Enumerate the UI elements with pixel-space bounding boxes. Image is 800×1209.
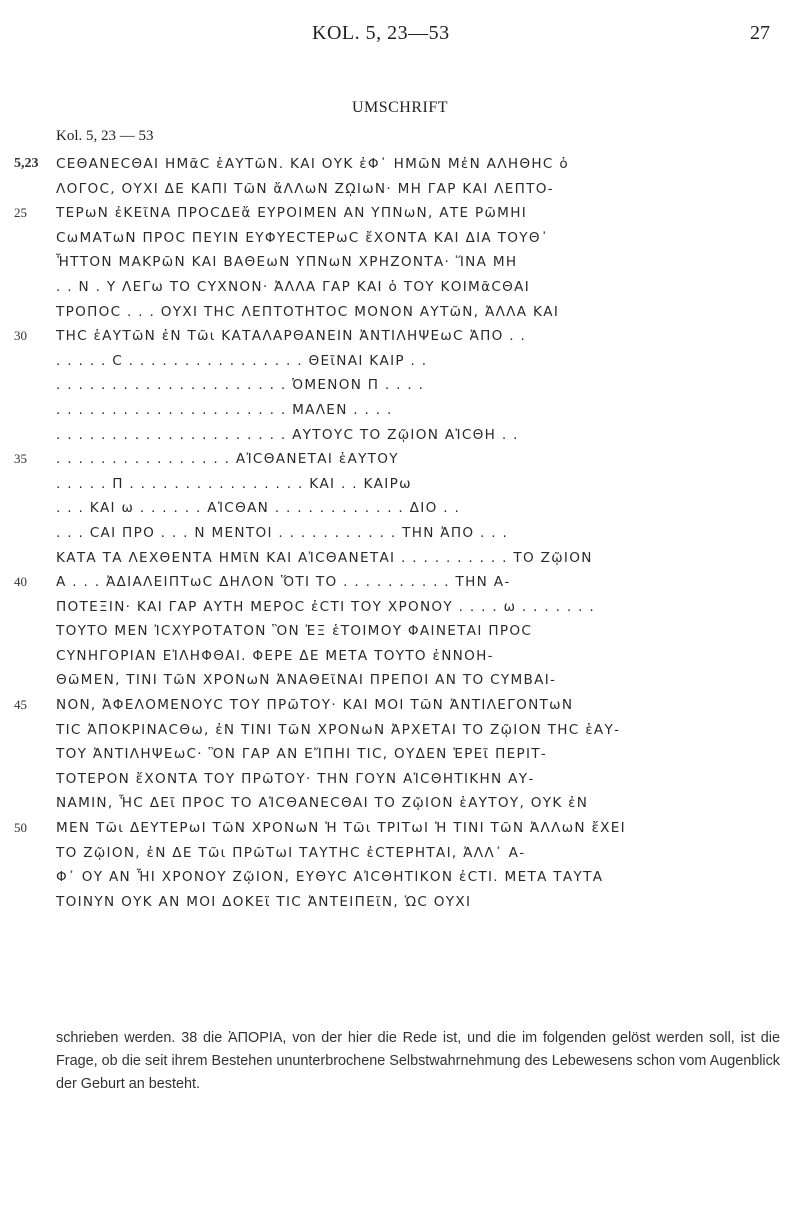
transcription-line xyxy=(14,890,794,915)
transcription-line xyxy=(14,668,794,693)
line-number: 40 xyxy=(14,574,27,590)
transcription-line xyxy=(14,152,794,177)
line-text: ΝΑΜΙΝ, ἯϹ ΔΕῖ ΠΡΟϹ ΤΟ ΑἸϹΘΑΝΕϹΘΑΙ ΤΟ ΖῷΙΟΝ ἑΑΥΤΟΥ, ΟΥΚ ἐΝ xyxy=(56,795,589,812)
transcription-line xyxy=(14,791,794,816)
line-text: . . . . . . . . . . . . . . . . ΑἸϹΘΑΝΕΤΑΙ ἑΑΥΤΟΥ xyxy=(56,451,399,468)
transcription-line xyxy=(14,177,794,202)
transcription-line xyxy=(14,767,794,792)
line-text: ϹΕΘΑΝΕϹΘΑΙ ΗΜᾶϹ ἑΑΥΤῶΝ. ΚΑΙ ΟΥΚ ἐΦ᾿ ΗΜῶΝ ΜἐΝ ΑΛΗΘΗϹ ὁ xyxy=(56,156,569,172)
line-text: ΤΟ ΖῷΙΟΝ, ἐΝ ΔΕ Τῶι ΠΡῶΤωΙ ΤΑΥΤΗϹ ἐϹΤΕΡΗΤΑΙ, ἈΛΛ᾿ Α- xyxy=(56,844,526,861)
line-text: Α . . . ἈΔΙΑΛΕΙΠΤωϹ ΔΗΛΟΝ ὍΤΙ ΤΟ . . . . . . . . . . ΤΗΝ Α- xyxy=(56,574,511,591)
line-number: 25 xyxy=(14,205,27,221)
line-text: ΚΑΤΑ ΤΑ ΛΕΧΘΕΝΤΑ ΗΜῖΝ ΚΑΙ ΑἸϹΘΑΝΕΤΑΙ . . . . . . . . . . ΤΟ ΖῷΙΟΝ xyxy=(56,549,593,566)
transcription-line xyxy=(14,250,794,275)
page-header xyxy=(0,22,800,62)
line-text: ΤΟΥ ἈΝΤΙΛΗΨΕωϹ· ὋΝ ΓΑΡ ΑΝ ΕἼΠΗΙ ΤΙϹ, ΟΥΔΕΝ ἘΡΕῖ ΠΕΡΙΤ- xyxy=(56,746,548,763)
line-text: . . . ϹΑΙ ΠΡΟ . . . Ν ΜΕΝΤΟΙ . . . . . . . . . . . ΤΗΝ ἈΠΟ . . . xyxy=(56,524,509,541)
running-head: KOL. 5, 23—53 xyxy=(312,22,450,44)
line-text: . . . . . Π . . . . . . . . . . . . . . . . ΚΑΙ . . ΚΑΙΡω xyxy=(56,475,412,492)
translation-paragraph: schrieben werden. 38 die ἈΠΟΡΙΑ, von der hier die Rede ist, und die im folgenden gelöst werden soll, ist die Frage, ob die seit ihrem Bestehen ununterbrochene Selbstwahrnehmung des Lebewesens schon vom Augenblick der Geburt an besteht. xyxy=(56,1030,780,1092)
transcription-line xyxy=(14,226,794,251)
transcription-line xyxy=(14,742,794,767)
transcription-line xyxy=(14,841,794,866)
transcription-line xyxy=(14,300,794,325)
transcription-line xyxy=(14,595,794,620)
line-number: 35 xyxy=(14,451,27,467)
transcription-line xyxy=(14,201,794,226)
transcription-line xyxy=(14,324,794,349)
line-text: . . Ν . Υ ΛΕΓω ΤΟ ϹΥΧΝΟΝ· ἈΛΛΑ ΓΑΡ ΚΑΙ ὁ ΤΟΥ ΚΟΙΜᾶϹΘΑΙ xyxy=(56,278,531,295)
transcription-block xyxy=(14,152,794,914)
line-number: 50 xyxy=(14,820,27,836)
transcription-line xyxy=(14,693,794,718)
line-text: . . . . . Ϲ . . . . . . . . . . . . . . . . ΘΕῖΝΑΙ ΚΑΙΡ . . xyxy=(56,352,428,369)
line-text: . . . . . . . . . . . . . . . . . . . . . ΜΑΛΕΝ . . . . xyxy=(56,401,393,418)
line-text: . . . . . . . . . . . . . . . . . . . . . ΑΥΤΟΥϹ ΤΟ ΖῷΙΟΝ ΑἸϹΘΗ . . xyxy=(56,426,519,443)
line-text: ΜΕΝ Τῶι ΔΕΥΤΕΡωΙ ΤῶΝ ΧΡΟΝωΝ Ἡ Τῶι ΤΡΙΤωΙ Ἡ ΤΙΝΙ ΤῶΝ ἈΛΛωΝ ἔΧΕΙ xyxy=(56,820,626,837)
transcription-line xyxy=(14,373,794,398)
line-text: . . . ΚΑΙ ω . . . . . . ΑἸϹΘΑΝ . . . . . . . . . . . . ΔΙΟ . . xyxy=(56,500,461,517)
transcription-line xyxy=(14,447,794,472)
page-number: 27 xyxy=(750,22,770,44)
line-number: 45 xyxy=(14,697,27,713)
line-text: ΤΕΡωΝ ἐΚΕῖΝΑ ΠΡΟϹΔΕἄ ΕΥΡΟΙΜΕΝ ΑΝ ΥΠΝωΝ, ΑΤΕ ΡῶΜΗΙ xyxy=(56,205,528,222)
transcription-line xyxy=(14,619,794,644)
line-text: ΠΟΤΕΞΙΝ· ΚΑΙ ΓΑΡ ΑΥΤΗ ΜΕΡΟϹ ἐϹΤΙ ΤΟΥ ΧΡΟΝΟΥ . . . . ω . . . . . . . xyxy=(56,598,595,615)
line-number: 30 xyxy=(14,328,27,344)
line-text: ΤΙϹ ἈΠΟΚΡΙΝΑϹΘω, ἐΝ ΤΙΝΙ ΤῶΝ ΧΡΟΝωΝ ἈΡΧΕΤΑΙ ΤΟ ΖῷΙΟΝ ΤΗϹ ἑΑΥ- xyxy=(56,721,621,738)
transcription-line xyxy=(14,644,794,669)
line-text: ΛΟΓΟϹ, ΟΥΧΙ ΔΕ ΚΑΠΙ ΤῶΝ ἄΛΛωΝ ΖῼΙωΝ· ΜΗ ΓΑΡ ΚΑΙ ΛΕΠΤΟ- xyxy=(56,180,554,197)
line-text: ϹωΜΑΤωΝ ΠΡΟϹ ΠΕΥΙΝ ΕΥΦΥΕϹΤΕΡωϹ ἔΧΟΝΤΑ ΚΑΙ ΔΙΑ ΤΟΥΘ᾿ xyxy=(56,229,549,246)
transcription-line xyxy=(14,718,794,743)
transcription-line xyxy=(14,521,794,546)
section-title: UMSCHRIFT xyxy=(351,99,449,116)
line-text: ἯΤΤΟΝ ΜΑΚΡῶΝ ΚΑΙ ΒΑΘΕωΝ ΥΠΝωΝ ΧΡΗΖΟΝΤΑ· ἽΝΑ ΜΗ xyxy=(56,254,518,271)
transcription-line xyxy=(14,472,794,497)
line-number: 5,23 xyxy=(14,156,39,171)
transcription-line xyxy=(14,496,794,521)
line-text: ΤΟΙΝΥΝ ΟΥΚ ΑΝ ΜΟΙ ΔΟΚΕῖ ΤΙϹ ἈΝΤΕΙΠΕῖΝ, ὩϹ ΟΥΧΙ xyxy=(56,893,472,910)
transcription-line xyxy=(14,423,794,448)
transcription-line xyxy=(14,865,794,890)
line-text: ΤΟΥΤΟ ΜΕΝ ἸϹΧΥΡΟΤΑΤΟΝ ὋΝ ἘΞ ἑΤΟΙΜΟΥ ΦΑΙΝΕΤΑΙ ΠΡΟϹ xyxy=(56,623,533,640)
line-text: ΘῶΜΕΝ, ΤΙΝΙ ΤῶΝ ΧΡΟΝωΝ ἈΝΑΘΕῖΝΑΙ ΠΡΕΠΟΙ ΑΝ ΤΟ ϹΥΜΒΑΙ- xyxy=(56,672,557,689)
line-text: ΤΡΟΠΟϹ . . . ΟΥΧΙ ΤΗϹ ΛΕΠΤΟΤΗΤΟϹ ΜΟΝΟΝ ΑΥΤῶΝ, ἈΛΛΑ ΚΑΙ xyxy=(56,303,560,320)
line-text: ϹΥΝΗΓΟΡΙΑΝ ΕἸΛΗΦΘΑΙ. ΦΕΡΕ ΔΕ ΜΕΤΑ ΤΟΥΤΟ ἐΝΝΟΗ- xyxy=(56,647,494,664)
transcription-line xyxy=(14,349,794,374)
transcription-line xyxy=(14,816,794,841)
transcription-line xyxy=(14,398,794,423)
line-text: ΤΗϹ ἑΑΥΤῶΝ ἐΝ Τῶι ΚΑΤΑΛΑΡΘΑΝΕΙΝ ἈΝΤΙΛΗΨΕωϹ ἈΠΟ . . xyxy=(56,328,527,345)
line-text: Φ᾿ ΟΥ ΑΝ ἯΙ ΧΡΟΝΟΥ ΖῷΙΟΝ, ΕΥΘΥϹ ΑἸϹΘΗΤΙΚΟΝ ἐϹΤΙ. ΜΕΤΑ ΤΑΥΤΑ xyxy=(56,869,604,886)
transcription-line xyxy=(14,275,794,300)
transcription-line xyxy=(14,546,794,571)
transcription-line xyxy=(14,570,794,595)
line-text: . . . . . . . . . . . . . . . . . . . . . ὈΜΕΝΟΝ Π . . . . xyxy=(56,377,425,394)
line-text: ΤΟΤΕΡΟΝ ἔΧΟΝΤΑ ΤΟΥ ΠΡῶΤΟΥ· ΤΗΝ ΓΟΥΝ ΑἸϹΘΗΤΙΚΗΝ ΑΥ- xyxy=(56,770,535,787)
column-reference: Kol. 5, 23 — 53 xyxy=(56,128,154,144)
line-text: ΝΟΝ, ἈΦΕΛΟΜΕΝΟΥϹ ΤΟΥ ΠΡῶΤΟΥ· ΚΑΙ ΜΟΙ ΤῶΝ ἈΝΤΙΛΕΓΟΝΤωΝ xyxy=(56,697,574,714)
